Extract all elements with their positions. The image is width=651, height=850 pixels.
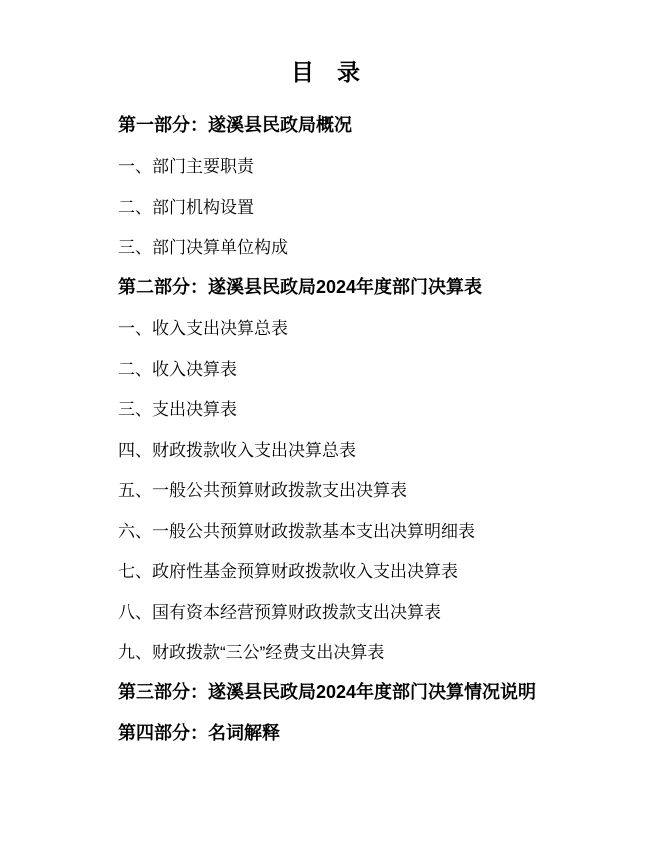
toc-part1-heading: 第一部分：遂溪县民政局概况 xyxy=(118,115,352,136)
toc-part2-item-7: 七、政府性基金预算财政拨款收入支出决算表 xyxy=(118,562,458,582)
toc-part1-item-3: 三、部门决算单位构成 xyxy=(118,238,288,258)
toc-list xyxy=(118,104,651,752)
toc-part1-item-1: 一、部门主要职责 xyxy=(118,157,254,177)
toc-part4-heading: 第四部分：名词解释 xyxy=(118,722,280,743)
toc-part2-item-6: 六、一般公共预算财政拨款基本支出决算明细表 xyxy=(118,521,475,541)
toc-part2-item-3: 三、支出决算表 xyxy=(118,400,237,420)
toc-part2-item-4: 四、财政拨款收入支出决算总表 xyxy=(118,440,356,460)
toc-part2-item-9: 九、财政拨款“三公”经费支出决算表 xyxy=(118,643,385,663)
toc-part2-item-2: 二、收入决算表 xyxy=(118,359,237,379)
toc-part2-item-8: 八、国有资本经营预算财政拨款支出决算表 xyxy=(118,602,441,622)
toc-part2-item-5: 五、一般公共预算财政拨款支出决算表 xyxy=(118,481,407,501)
page-title: 目 录 xyxy=(291,59,360,85)
toc-part2-heading: 第二部分：遂溪县民政局2024年度部门决算表 xyxy=(118,277,483,298)
toc-part2-item-1: 一、收入支出决算总表 xyxy=(118,319,288,339)
toc-part1-item-2: 二、部门机构设置 xyxy=(118,197,254,217)
toc-part3-heading: 第三部分：遂溪县民政局2024年度部门决算情况说明 xyxy=(118,682,537,703)
